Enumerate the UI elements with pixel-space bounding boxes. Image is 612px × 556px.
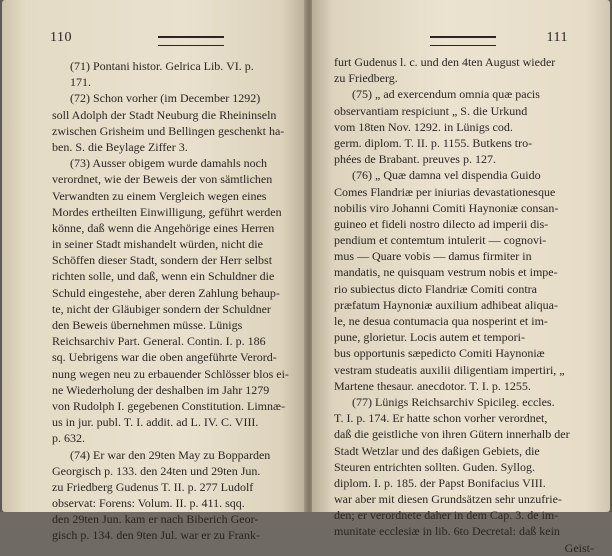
text-line: le, ne desua contumacia qua nosperint et im- bbox=[334, 314, 548, 328]
text-line: Schöffen dieser Stadt, sondern der Herr selbst bbox=[52, 253, 273, 268]
text-line: bus opportunis sæpedicto Comiti Haynoniæ bbox=[334, 346, 545, 361]
text-line: observantiam respiciunt „ S. die Urkund bbox=[334, 103, 528, 118]
text-line: Martene thesaur. anecdotor. T. I. p. 1255. bbox=[334, 378, 531, 393]
text-line: sq. Uebrigens war die oben angeführte Verord- bbox=[52, 350, 277, 365]
text-line: T. I. p. 174. Er hatte schon vorher verordnet, bbox=[334, 411, 548, 426]
text-line: verordnet, wie der Beweis der von sämtlichen bbox=[52, 172, 273, 187]
text-line: diplom. I. p. 185. der Papst Bonifacius VIII. bbox=[334, 475, 546, 490]
text-line: mandatis, ne quisquam vestrum nobis et impe- bbox=[334, 265, 558, 280]
text-line: vom 18ten Nov. 1292. in Lünigs cod. bbox=[334, 119, 513, 134]
text-line: pendium et contemtum intulerit — cognovi- bbox=[334, 233, 547, 248]
page-number: 111 bbox=[546, 30, 568, 45]
text-line: furt Gudenus l. c. und den 4ten August wieder bbox=[334, 55, 556, 69]
text-line: (73) Ausser obigem wurde damahls noch bbox=[70, 156, 267, 171]
right-page-header bbox=[312, 30, 610, 50]
text-line: te, nicht der Gläubiger sondern der Schuldner bbox=[52, 301, 271, 316]
right-page-text bbox=[334, 54, 594, 556]
text-line: pune, glorietur. Locis autem et tempori- bbox=[334, 330, 525, 345]
left-page-header bbox=[2, 30, 306, 50]
text-line: Stadt Wetzlar und des daßigen Gebiets, die bbox=[334, 443, 540, 458]
text-line: den 29ten Jun. kam er nach Biberich Geor- bbox=[52, 512, 259, 527]
text-line: (72) Schon vorher (im December 1292) bbox=[70, 91, 261, 106]
text-line: zu Friedberg. bbox=[334, 71, 398, 86]
text-line: daß die geistliche von ihren Gütern innerhalb der bbox=[334, 427, 570, 442]
left-page-text bbox=[52, 58, 290, 544]
text-line: den; er verordnete daher in dem Cap. 3. de im- bbox=[334, 508, 559, 523]
text-line: nung wegen neu zu erbauender Schlösser blos ei- bbox=[52, 366, 289, 381]
text-line: ne Wiederholung der deshalben im Jahr 1279 bbox=[52, 382, 270, 397]
text-line: observat: Forens: Volum. II. p. 411. sqq. bbox=[52, 496, 245, 511]
text-line: (74) Er war den 29ten May zu Bopparden bbox=[70, 447, 271, 462]
text-line: Verwandten zu einem Vergleich wegen eines bbox=[52, 188, 267, 203]
header-rule bbox=[430, 36, 496, 46]
text-line: præfatum Haynoniæ auxilium adhibeat aliqua- bbox=[334, 297, 558, 312]
text-line: mus — Quare vobis — damus firmiter in bbox=[334, 249, 532, 264]
text-line: munitate ecclesiæ in lib. 6to Decretal: daß kein bbox=[334, 524, 560, 539]
text-line: (75) „ ad exercendum omnia quæ pacis bbox=[352, 87, 540, 102]
right-page bbox=[312, 0, 610, 555]
text-line: guineo et fideli nostro dilecto ad imperii dis- bbox=[334, 216, 549, 231]
text-line: rio subiectus dicto Flandriæ Comiti contra bbox=[334, 281, 537, 296]
text-line: in seiner Stadt mishandelt würden, nicht die bbox=[52, 237, 263, 252]
text-line: Comes Flandriæ per iniurias devastationesque bbox=[334, 184, 556, 199]
text-line: gisch p. 134. den 9ten Jul. war er zu Frank- bbox=[52, 528, 260, 543]
text-line: Mordes ertheilten Einwilligung, geführt werden bbox=[52, 204, 282, 219]
text-line: (71) Pontani histor. Gelrica Lib. VI. p. bbox=[70, 59, 254, 73]
text-line: zwischen Grisheim und Bellingen geschenkt ha- bbox=[52, 123, 285, 138]
text-line: us in jur. publ. T. I. addit. ad L. IV. C. VIII. bbox=[52, 415, 259, 430]
text-line: germ. diplom. T. II. p. 1155. Butkens tro- bbox=[334, 135, 533, 150]
text-line: war aber mit diesen Grundsätzen sehr unzufrie- bbox=[334, 492, 562, 507]
text-line: richten solle, und daß, wenn ein Schuldner die bbox=[52, 269, 275, 284]
text-line: phées de Brabant. preuves p. 127. bbox=[334, 152, 496, 167]
text-line: p. 632. bbox=[52, 431, 85, 446]
text-line: von Rudolph I. gegebenen Constitution. Limnæ- bbox=[52, 398, 285, 413]
text-line: 171. bbox=[70, 75, 91, 90]
text-line: vestram studeatis auxilii diligentiam impertiri, „ bbox=[334, 362, 565, 377]
left-page bbox=[2, 0, 306, 543]
text-line: zu Friedberg Gudenus T. II. p. 277 Ludolf bbox=[52, 479, 254, 494]
header-rule bbox=[158, 36, 224, 46]
text-line: (77) Lünigs Reichsarchiv Spicileg. eccles. bbox=[352, 394, 555, 409]
page-number: 110 bbox=[50, 30, 72, 45]
text-line: nobilis viro Johanni Comiti Haynoniæ consan- bbox=[334, 200, 559, 215]
text-line: ben. S. die Beylage Ziffer 3. bbox=[52, 139, 188, 154]
text-line: (76) „ Quæ damna vel dispendia Guido bbox=[352, 168, 541, 183]
text-line: den Beweis übernehmen müsse. Lünigs bbox=[52, 318, 243, 332]
text-line: Schuld eingestehe, aber deren Zahlung behaup- bbox=[52, 285, 280, 300]
text-line: soll Adolph der Stadt Neuburg die Rheininseln bbox=[52, 107, 277, 122]
text-line: könne, daß wenn die Angehörige eines Herren bbox=[52, 220, 275, 235]
text-line: Steuren entrichten sollten. Guden. Syllog. bbox=[334, 459, 535, 474]
text-line: Reichsarchiv Part. General. Contin. I. p. 186 bbox=[52, 334, 266, 349]
catchword: Geist- bbox=[564, 540, 594, 555]
text-line: Georgisch p. 133. den 24ten und 29ten Jun. bbox=[52, 463, 261, 478]
